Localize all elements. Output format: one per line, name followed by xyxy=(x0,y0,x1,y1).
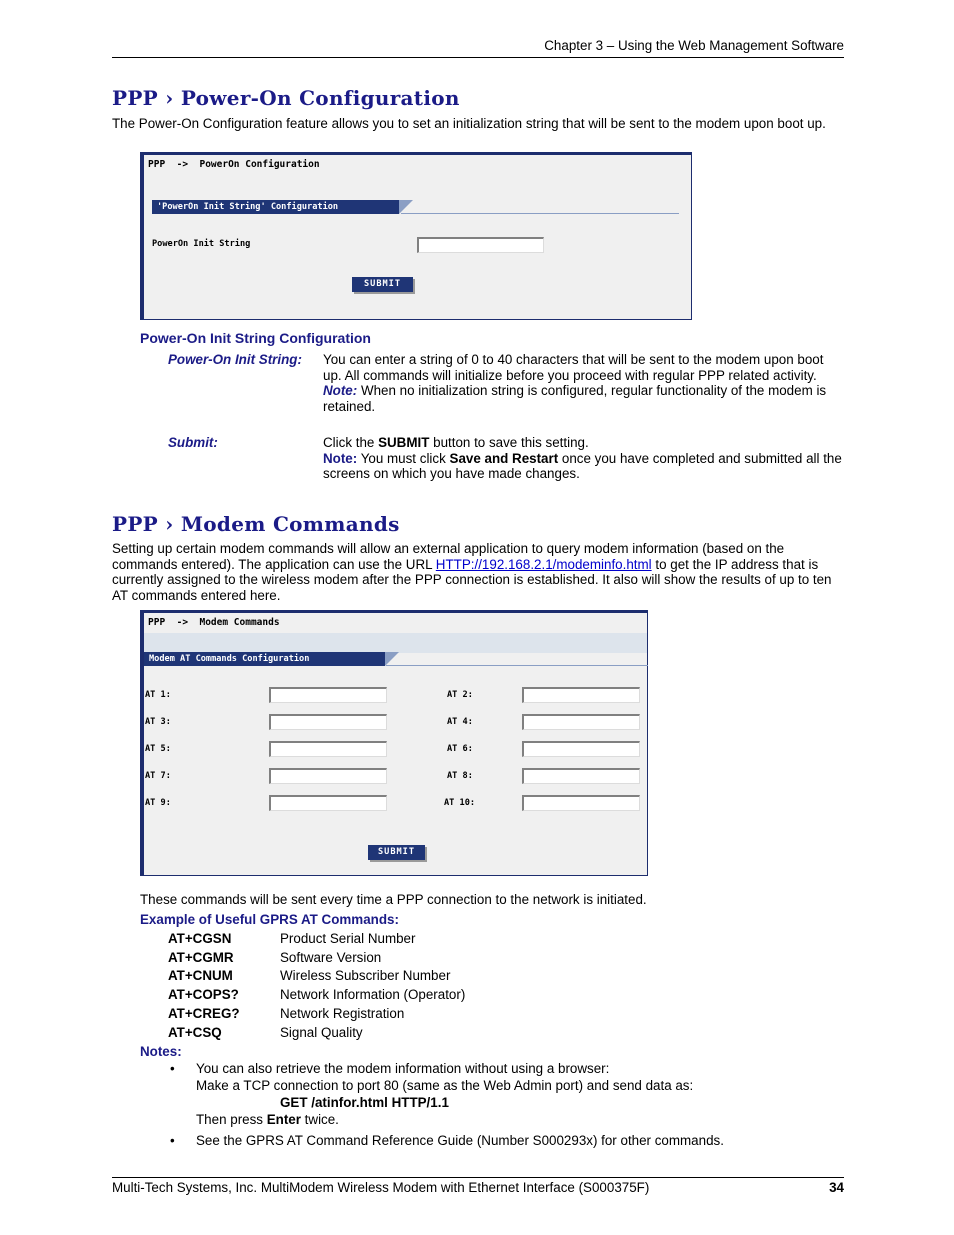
subhead-init-string: Power-On Init String Configuration xyxy=(140,330,371,346)
tab-underline xyxy=(386,665,648,666)
page-number: 34 xyxy=(829,1180,844,1195)
cmd-code: AT+CSQ xyxy=(168,1025,222,1040)
at6-label: AT 6: xyxy=(447,744,473,754)
tab-wedge xyxy=(385,652,399,666)
tab-underline xyxy=(401,213,679,214)
modem-commands-screenshot xyxy=(140,610,648,876)
at5-label: AT 5: xyxy=(145,744,171,754)
intro-b: to get the IP address that is currently assigned to the wireless modem after the PPP connection is established. It also will show the results of up to ten AT commands entered here. xyxy=(112,556,832,603)
poweron-init-label: PowerOn Init String xyxy=(152,239,251,249)
def-term-submit: Submit: xyxy=(168,435,218,450)
at10-input[interactable] xyxy=(522,795,640,811)
def-term-init-string: Power-On Init String: xyxy=(168,352,302,367)
commands-sent-note: These commands will be sent every time a PPP connection to the network is initiated. xyxy=(140,892,647,907)
cmd-desc: Wireless Subscriber Number xyxy=(280,968,451,983)
then-a: Then press xyxy=(196,1112,267,1127)
note1-line1: You can also retrieve the modem information without using a browser: xyxy=(196,1061,610,1076)
tab-wedge xyxy=(399,200,413,214)
section-title-modem-commands: PPP › Modem Commands xyxy=(112,512,400,536)
panel-title: PPP -> Modem Commands xyxy=(144,611,647,633)
at7-input[interactable] xyxy=(269,768,387,784)
at9-input[interactable] xyxy=(269,795,387,811)
section-title-power-on: PPP › Power-On Configuration xyxy=(112,86,460,110)
footer-left: Multi-Tech Systems, Inc. MultiModem Wireless Modem with Ethernet Interface (S000375F) xyxy=(112,1180,650,1195)
cmd-code: AT+CREG? xyxy=(168,1006,240,1021)
note1-then xyxy=(196,1112,339,1127)
cmd-desc: Software Version xyxy=(280,950,382,965)
note1-line2: Make a TCP connection to port 80 (same as the Web Admin port) and send data as: xyxy=(196,1078,694,1093)
cmd-code: AT+CNUM xyxy=(168,968,233,983)
submit-desc-b: SUBMIT xyxy=(378,435,430,450)
at1-label: AT 1: xyxy=(145,690,171,700)
submit-note-a: You must click xyxy=(357,450,450,466)
submit-desc-a: Click the xyxy=(323,435,379,450)
poweron-tab-label: 'PowerOn Init String' Configuration xyxy=(157,202,339,212)
at3-input[interactable] xyxy=(269,714,387,730)
cmd-desc: Signal Quality xyxy=(280,1025,363,1040)
at8-label: AT 8: xyxy=(447,771,473,781)
cmd-desc: Network Registration xyxy=(280,1006,405,1021)
at2-label: AT 2: xyxy=(447,690,473,700)
at3-label: AT 3: xyxy=(145,717,171,727)
submit-note-c: once you have completed and submitted all the screens on which you have made changes. xyxy=(323,450,842,482)
example-heading: Example of Useful GPRS AT Commands: xyxy=(140,912,399,927)
at10-label: AT 10: xyxy=(444,798,476,808)
footer-rule xyxy=(112,1177,844,1178)
panel-title: PPP -> PowerOn Configuration xyxy=(144,153,691,175)
at1-input[interactable] xyxy=(269,687,387,703)
then-b: Enter xyxy=(266,1112,301,1127)
init-note-label: Note: xyxy=(323,383,358,399)
header-rule xyxy=(112,57,844,58)
at6-input[interactable] xyxy=(522,741,640,757)
at8-input[interactable] xyxy=(522,768,640,784)
poweron-init-input[interactable] xyxy=(417,237,544,253)
at9-label: AT 9: xyxy=(145,798,171,808)
at2-input[interactable] xyxy=(522,687,640,703)
panel-band xyxy=(144,633,647,653)
cmd-desc: Network Information (Operator) xyxy=(280,987,466,1002)
modem-tab-label: Modem AT Commands Configuration xyxy=(149,654,310,664)
bullet-icon: • xyxy=(170,1133,175,1148)
then-c: twice. xyxy=(300,1112,339,1127)
poweron-config-screenshot xyxy=(140,152,692,320)
poweron-submit-button[interactable]: SUBMIT xyxy=(352,277,413,292)
at5-input[interactable] xyxy=(269,741,387,757)
cmd-code: AT+CGSN xyxy=(168,931,232,946)
modem-tab xyxy=(144,652,385,666)
submit-note-label: Note: xyxy=(323,450,358,466)
section2-intro xyxy=(112,541,844,603)
section1-intro: The Power-On Configuration feature allows you to set an initialization string that will be sent to the modem upon boot up. xyxy=(112,116,826,131)
def-body-submit xyxy=(323,435,843,482)
submit-desc-c: button to save this setting. xyxy=(429,435,589,450)
init-desc: You can enter a string of 0 to 40 characters that will be sent to the modem upon boot up. All commands will initialize before you proceed with regular PPP related activity. xyxy=(323,352,824,383)
at4-input[interactable] xyxy=(522,714,640,730)
at7-label: AT 7: xyxy=(145,771,171,781)
modeminfo-link[interactable]: HTTP://192.168.2.1/modeminfo.html xyxy=(435,556,652,572)
bullet-icon: • xyxy=(170,1061,175,1076)
cmd-code: AT+COPS? xyxy=(168,987,239,1002)
cmd-code: AT+CGMR xyxy=(168,950,234,965)
note1-code: GET /atinfor.html HTTP/1.1 xyxy=(280,1095,449,1110)
panel-edge xyxy=(141,153,144,319)
poweron-tab xyxy=(152,200,399,214)
modem-submit-button[interactable]: SUBMIT xyxy=(368,845,425,860)
def-body-init-string xyxy=(323,352,843,414)
notes-heading: Notes: xyxy=(140,1044,182,1059)
cmd-desc: Product Serial Number xyxy=(280,931,416,946)
intro-a: Setting up certain modem commands will allow an external application to query modem information (based on the commands entered). The application can use the URL xyxy=(112,541,785,572)
submit-note-b: Save and Restart xyxy=(449,450,559,466)
at4-label: AT 4: xyxy=(447,717,473,727)
running-header: Chapter 3 – Using the Web Management Software xyxy=(544,38,844,53)
note2: See the GPRS AT Command Reference Guide (Number S000293x) for other commands. xyxy=(196,1133,724,1148)
init-note: When no initialization string is configured, regular functionality of the modem is retained. xyxy=(323,383,827,414)
